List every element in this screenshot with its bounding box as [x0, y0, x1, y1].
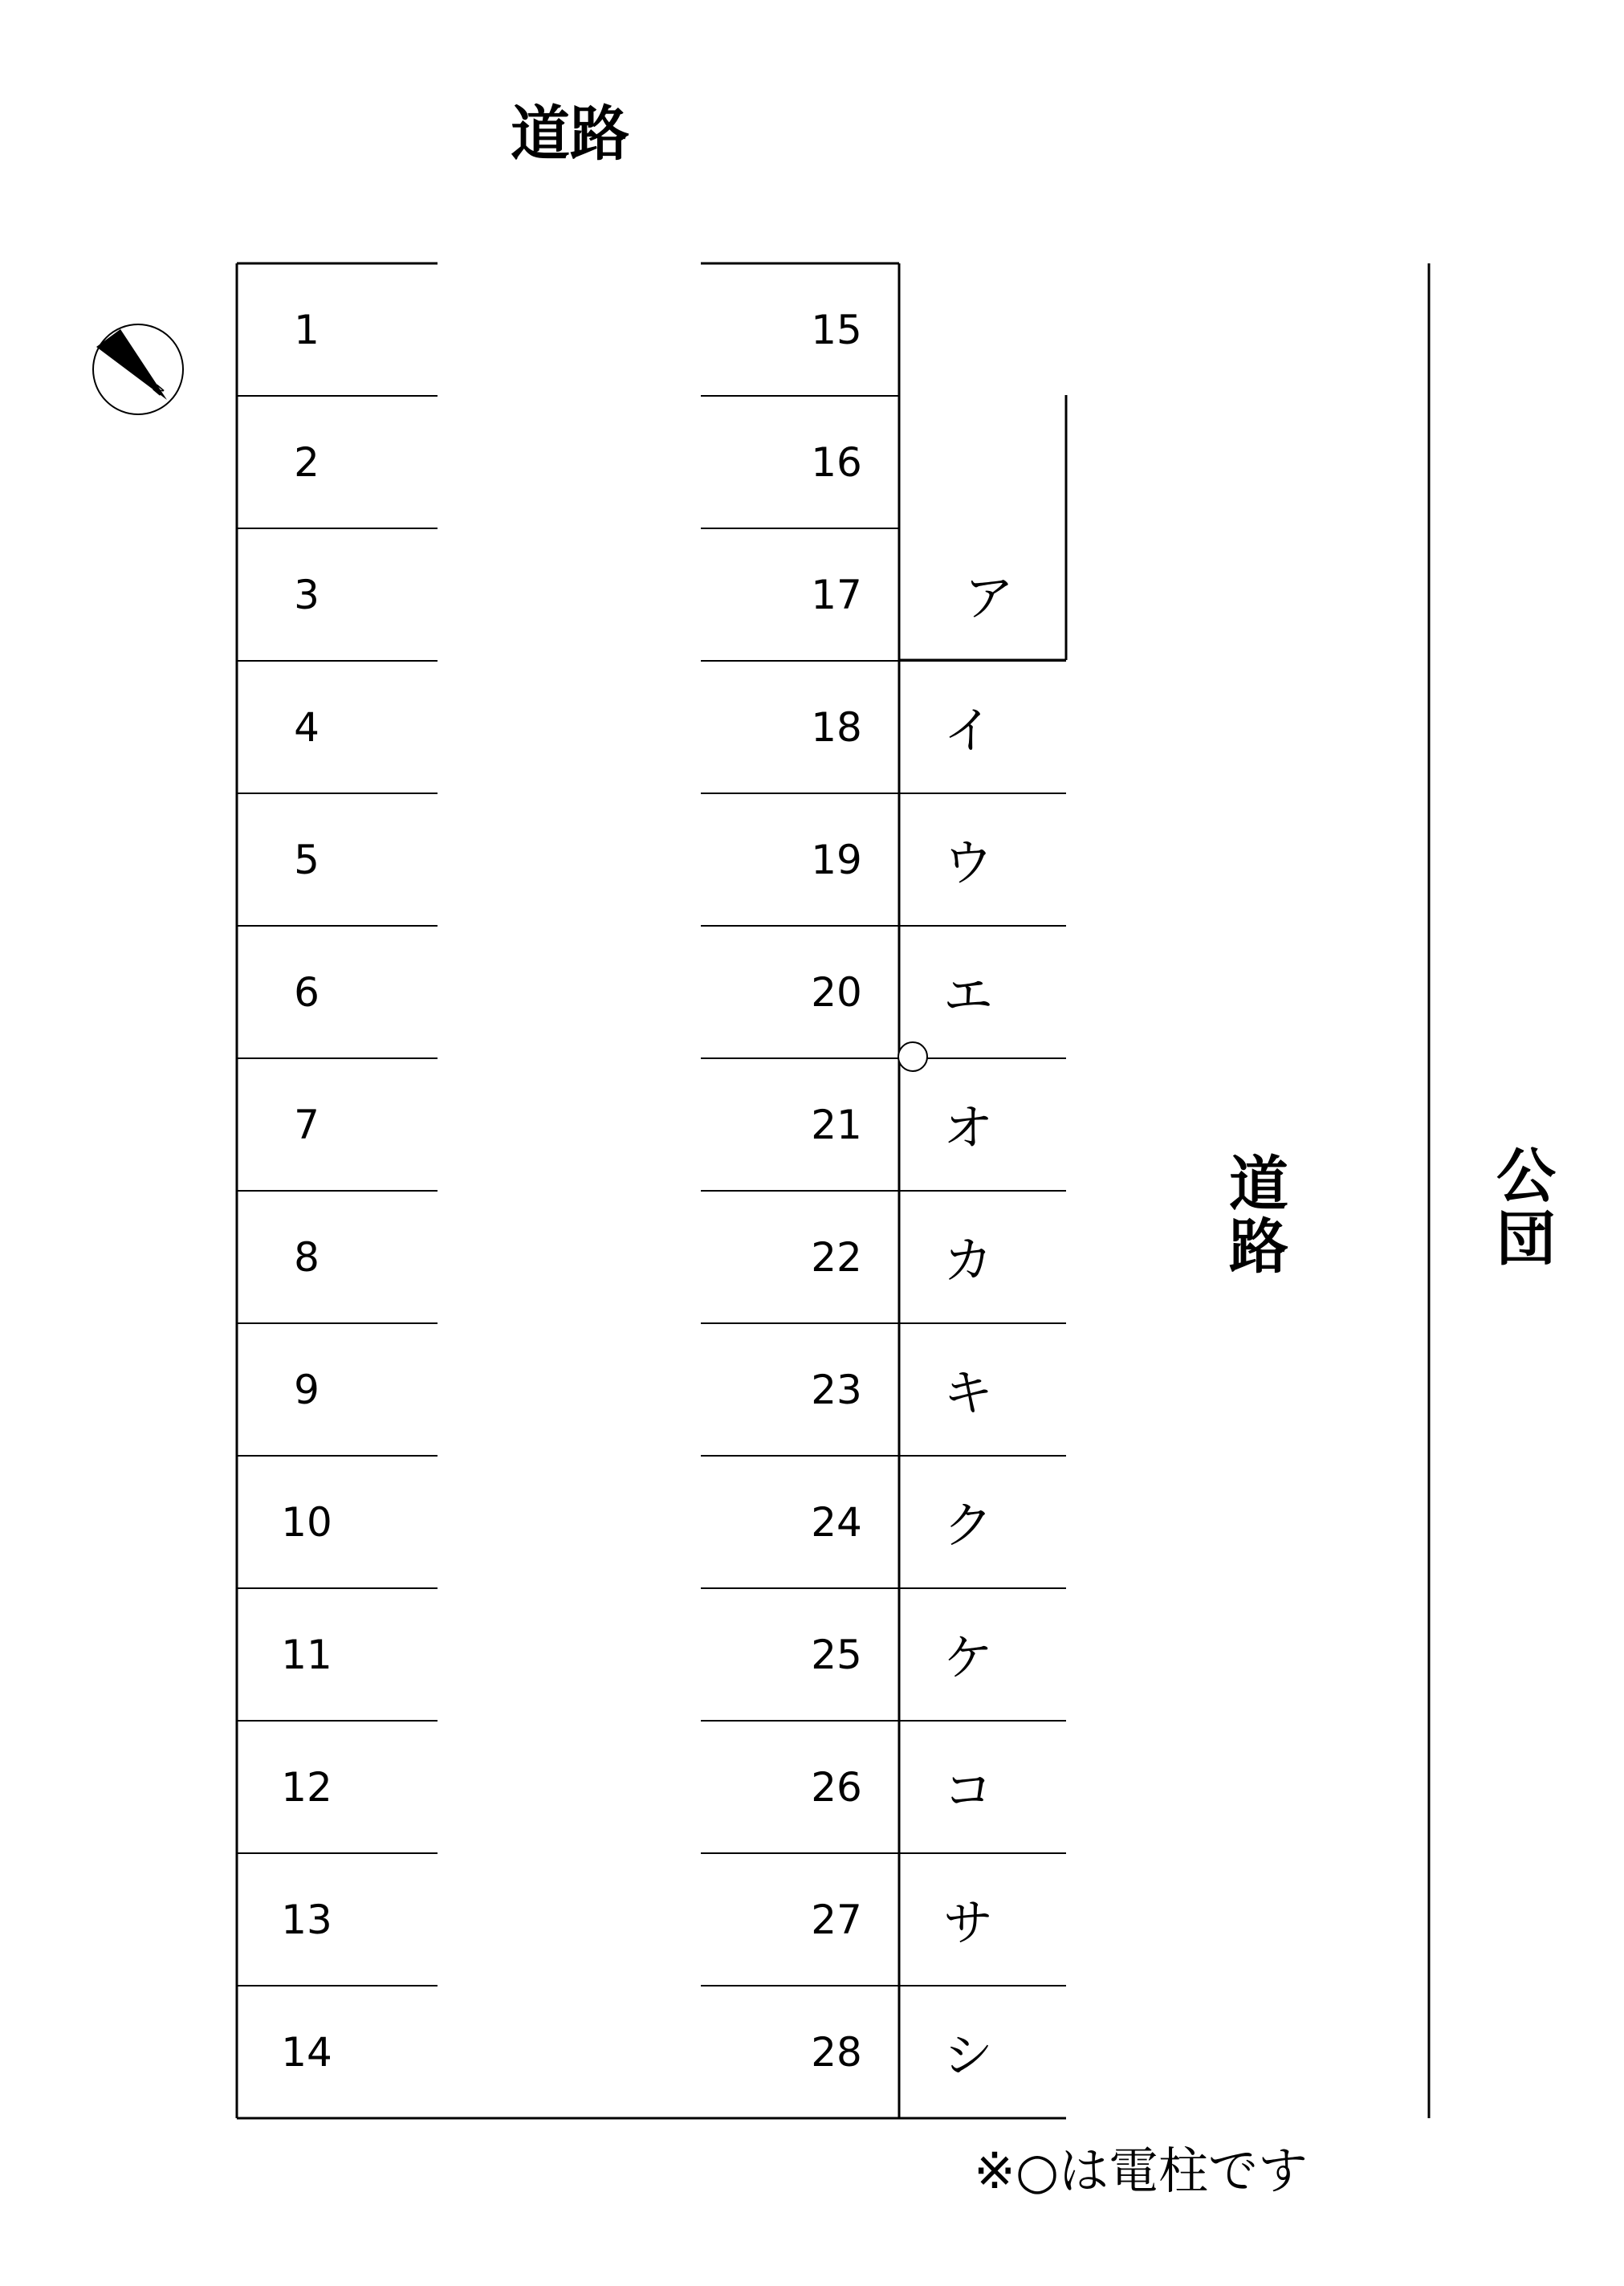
- road-label-top: 道路: [511, 100, 629, 169]
- middle-space-label: 21: [811, 1102, 862, 1148]
- utility-pole-note: ※○は電柱です: [974, 2141, 1309, 2200]
- left-space-label: 7: [294, 1102, 320, 1148]
- right-space-label: イ: [942, 701, 994, 760]
- north-compass-icon: [93, 324, 183, 414]
- middle-space-label: 28: [811, 2029, 862, 2076]
- road-label-right-1: 道: [1229, 1150, 1288, 1219]
- right-space-label: ア: [963, 568, 1015, 627]
- park-label-1: 公: [1496, 1142, 1556, 1211]
- middle-space-label: 27: [811, 1897, 862, 1943]
- left-space-label: 11: [281, 1632, 332, 1678]
- left-space-label: 10: [281, 1499, 332, 1546]
- road-label-right-2: 路: [1229, 1212, 1288, 1282]
- middle-space-label: 25: [811, 1632, 862, 1678]
- compass-letter: N: [149, 381, 168, 399]
- right-space-label: キ: [942, 1363, 994, 1422]
- middle-space-label: 22: [811, 1234, 862, 1281]
- utility-pole-marker: [898, 1042, 927, 1071]
- middle-space-label: 19: [811, 837, 862, 883]
- left-space-label: 5: [294, 837, 320, 883]
- left-space-label: 3: [294, 572, 320, 618]
- right-space-label: オ: [942, 1098, 994, 1157]
- left-space-label: 12: [281, 1764, 332, 1811]
- left-space-label: 8: [294, 1234, 320, 1281]
- space-dividers: [237, 396, 1066, 1986]
- left-space-label: 9: [294, 1367, 320, 1413]
- left-space-label: 14: [281, 2029, 332, 2076]
- middle-space-label: 15: [811, 307, 862, 353]
- right-space-label: シ: [942, 2026, 994, 2084]
- park-label-2: 団: [1496, 1204, 1556, 1273]
- middle-space-label: 16: [811, 439, 862, 486]
- right-space-label: ク: [942, 1496, 994, 1555]
- right-space-label: エ: [942, 966, 994, 1025]
- right-space-labels: [943, 568, 1014, 2084]
- right-space-label: サ: [942, 1893, 994, 1952]
- middle-space-label: 20: [811, 969, 862, 1016]
- right-space-label: ウ: [942, 833, 994, 892]
- middle-space-label: 18: [811, 704, 862, 751]
- left-space-label: 4: [294, 704, 320, 751]
- middle-space-label: 26: [811, 1764, 862, 1811]
- left-space-label: 2: [294, 439, 320, 486]
- right-space-label: ケ: [942, 1628, 994, 1687]
- left-space-label: 1: [294, 307, 320, 353]
- left-space-label: 6: [294, 969, 320, 1016]
- middle-space-label: 17: [811, 572, 862, 618]
- right-space-label: コ: [942, 1761, 994, 1819]
- middle-space-label: 23: [811, 1367, 862, 1413]
- left-space-label: 13: [281, 1897, 332, 1943]
- middle-space-label: 24: [811, 1499, 862, 1546]
- right-space-label: カ: [942, 1231, 994, 1290]
